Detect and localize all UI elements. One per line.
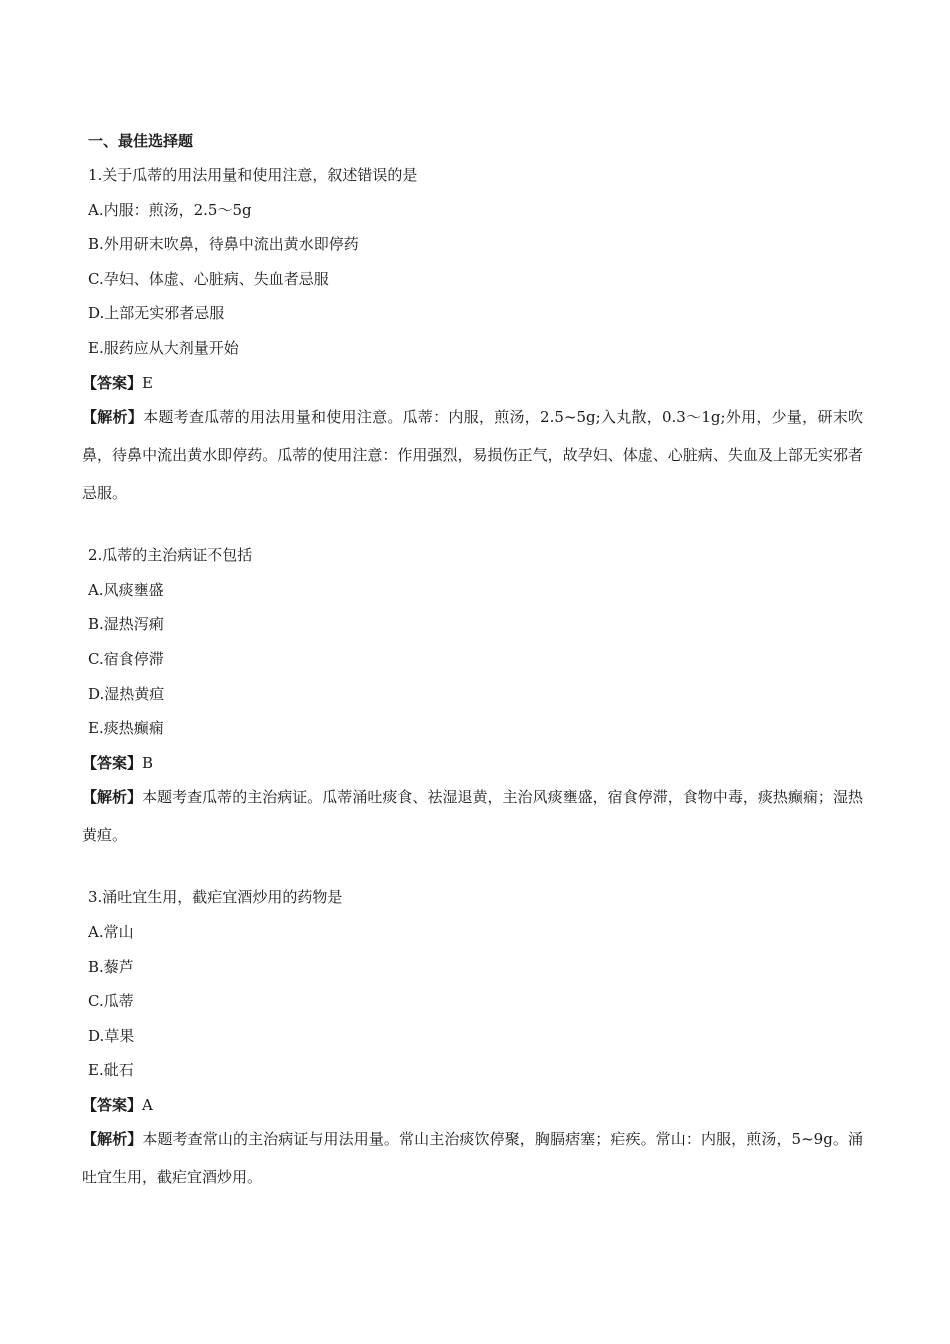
answer-line (82, 366, 863, 401)
option-b: B.藜芦 (88, 957, 134, 976)
analysis-paragraph (82, 778, 863, 854)
document-page (82, 124, 863, 1222)
option-b: B.湿热泻痢 (88, 615, 164, 634)
option-e: E.痰热癫痫 (88, 719, 164, 738)
answer-line (82, 746, 863, 781)
question-stem: 3.涌吐宜生用，截疟宜酒炒用的药物是 (88, 888, 343, 907)
analysis-label: 【解析】 (82, 788, 143, 807)
option-d: D.湿热黄疸 (88, 684, 165, 703)
option-c: C.瓜蒂 (88, 992, 134, 1011)
answer-value: A (142, 1095, 153, 1114)
option-e: E.砒石 (88, 1061, 134, 1080)
option-d: D.草果 (88, 1026, 135, 1045)
option-a: A.内服：煎汤，2.5～5g (88, 200, 252, 219)
answer-line (82, 1088, 863, 1123)
question-1 (82, 158, 863, 512)
answer-value: E (142, 373, 153, 392)
answer-label: 【答案】 (82, 373, 143, 392)
analysis-paragraph (82, 398, 863, 512)
answer-value: B (142, 753, 154, 772)
option-b: B.外用研末吹鼻，待鼻中流出黄水即停药 (88, 235, 359, 254)
question-2 (82, 538, 863, 854)
question-3 (82, 880, 863, 1196)
question-stem: 1.关于瓜蒂的用法用量和使用注意，叙述错误的是 (88, 166, 418, 184)
analysis-label: 【解析】 (82, 1130, 143, 1149)
option-e: E.服药应从大剂量开始 (88, 338, 239, 357)
analysis-text: 本题考查瓜蒂的主治病证。瓜蒂涌吐痰食、祛湿退黄，主治风痰壅盛，宿食停滞，食物中毒，痰热癫痫；湿热黄疸。 (82, 788, 863, 845)
question-stem: 2.瓜蒂的主治病证不包括 (88, 546, 253, 565)
answer-label: 【答案】 (82, 1095, 143, 1114)
section-title: 一、最佳选择题 (88, 132, 194, 150)
option-c: C.孕妇、体虚、心脏病、失血者忌服 (88, 269, 329, 288)
analysis-text: 本题考查常山的主治病证与用法用量。常山主治痰饮停聚，胸膈痞塞；疟疾。常山：内服，煎汤，5~9g。涌吐宜生用，截疟宜酒炒用。 (82, 1130, 863, 1187)
option-c: C.宿食停滞 (88, 649, 164, 668)
option-a: A.风痰壅盛 (88, 580, 164, 599)
answer-label: 【答案】 (82, 753, 143, 772)
analysis-paragraph (82, 1120, 863, 1196)
analysis-text: 本题考查瓜蒂的用法用量和使用注意。瓜蒂：内服，煎汤，2.5~5g;入丸散，0.3～1g;外用，少量，研末吹鼻，待鼻中流出黄水即停药。瓜蒂的使用注意：作用强烈，易损伤正气，故孕妇、体虚、心脏病、失血及上部无实邪者忌服。 (82, 408, 863, 503)
analysis-label: 【解析】 (82, 408, 144, 427)
option-d: D.上部无实邪者忌服 (88, 304, 225, 323)
option-a: A.常山 (88, 922, 134, 941)
